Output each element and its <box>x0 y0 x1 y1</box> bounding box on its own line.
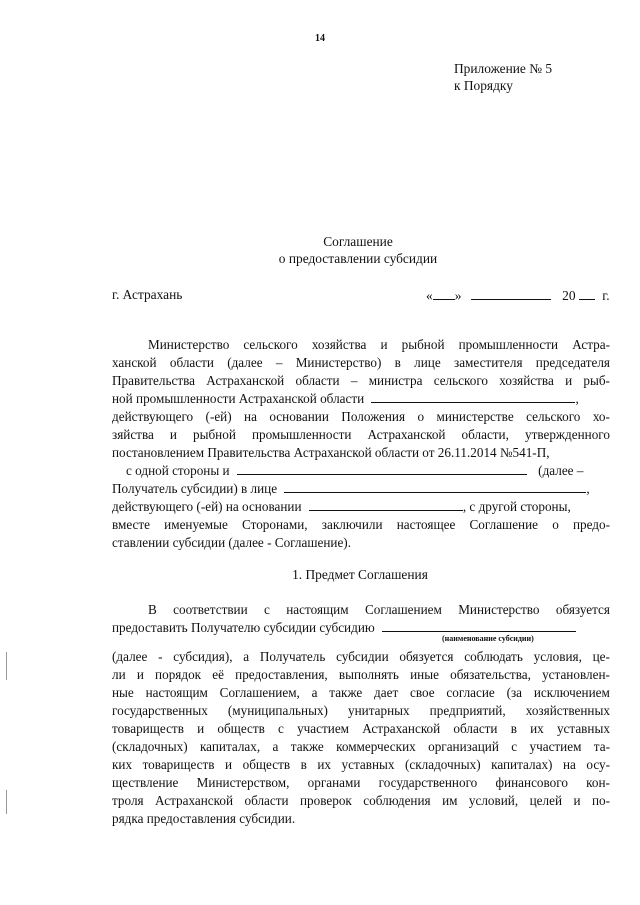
word: их <box>317 757 331 772</box>
word: соблюдения <box>363 793 431 808</box>
word: её <box>212 667 224 682</box>
word: им <box>442 793 458 808</box>
word: сельского <box>243 337 298 352</box>
word: обязуется <box>399 649 454 664</box>
word: Положения <box>341 409 406 424</box>
section1-line-6 <box>112 702 610 720</box>
para1-line-3 <box>112 372 610 390</box>
word: товариществ <box>142 757 215 772</box>
word: целей <box>529 793 563 808</box>
recipient-name-blank <box>237 462 527 475</box>
para1-line-8-end: (далее – <box>538 463 584 478</box>
para1-line-5 <box>112 408 610 426</box>
word: в <box>510 721 517 736</box>
word: капиталах, <box>199 739 261 754</box>
section1-line-8 <box>112 738 610 756</box>
para1-line-8 <box>112 462 610 480</box>
para1-line-10-end: , с другой стороны, <box>462 499 571 514</box>
word: с <box>264 602 270 617</box>
word: капиталах) <box>491 757 553 772</box>
word: унитарных <box>348 703 410 718</box>
word: хозяйственных <box>525 703 610 718</box>
word: на <box>562 757 576 772</box>
word: (складочных) <box>112 739 188 754</box>
word: Министерство <box>148 337 230 352</box>
word: условий, <box>468 793 519 808</box>
word: це- <box>592 649 610 664</box>
word: Министерство <box>458 602 540 617</box>
section1-line-2 <box>112 619 610 637</box>
word: (складочных) <box>405 757 481 772</box>
word: (-ей) <box>205 409 232 424</box>
date-open-quote: « <box>426 288 433 303</box>
word: в <box>394 355 401 370</box>
word: действующего <box>112 409 194 424</box>
word: Астраханской <box>367 427 446 442</box>
official-name-blank <box>371 390 575 403</box>
word: субсидии <box>336 649 389 664</box>
month-blank <box>471 287 551 300</box>
appendix-reference: к Порядку <box>454 78 513 93</box>
section1-line-2-text: предоставить Получателю субсидии субсидию <box>112 620 375 635</box>
word: товариществ <box>112 721 184 736</box>
word: Астра- <box>572 337 610 352</box>
word: свое <box>410 685 435 700</box>
word: о <box>552 517 559 532</box>
subsidy-name-caption: (наименование субсидии) <box>442 634 534 643</box>
word: соблюдать <box>464 649 523 664</box>
section1-line-12: рядка предоставления субсидии. <box>112 811 296 826</box>
word: настоящим <box>286 602 349 617</box>
subsidy-name-blank <box>382 619 576 632</box>
place-of-signing: г. Астрахань <box>112 287 183 302</box>
scan-margin-mark <box>6 652 7 680</box>
word: Министерство) <box>295 355 382 370</box>
para1-line-9-text: Получатель субсидии) в лице <box>112 481 278 496</box>
word: исключением <box>533 685 610 700</box>
word: области <box>244 793 289 808</box>
word: предо- <box>572 517 610 532</box>
word: их <box>530 721 544 736</box>
word: иные <box>410 667 439 682</box>
scan-margin-mark <box>6 790 7 814</box>
word: уставных <box>341 757 395 772</box>
section1-line-5 <box>112 684 610 702</box>
word: и <box>225 757 233 772</box>
word: заместителя <box>453 355 523 370</box>
word: председателя <box>535 355 610 370</box>
para1-line-11 <box>112 516 610 534</box>
document-subtitle: о предоставлении субсидии <box>278 251 438 266</box>
word: основании <box>269 409 329 424</box>
word: и <box>565 373 573 388</box>
word: хо- <box>592 409 610 424</box>
recipient-basis-blank <box>309 498 463 511</box>
word: и <box>197 721 205 736</box>
word: (далее <box>112 649 148 664</box>
para1-line-1 <box>112 336 610 354</box>
word: и <box>380 337 388 352</box>
word: заключили <box>321 517 383 532</box>
word: ли <box>112 667 126 682</box>
word: сельского <box>433 373 489 388</box>
word: вместе <box>112 517 150 532</box>
section1-line-11 <box>112 792 610 810</box>
word: Соглашением, <box>219 685 300 700</box>
word: В <box>148 602 157 617</box>
word: дает <box>374 685 399 700</box>
para1-line-4-comma: , <box>575 391 579 406</box>
word: установлен- <box>542 667 610 682</box>
word: Астраханской <box>362 721 441 736</box>
word: рыбной <box>401 337 445 352</box>
para1-line-8-text: с одной стороны и <box>126 463 230 478</box>
word: троля <box>112 793 144 808</box>
word: а <box>311 685 318 700</box>
word: Соглашением <box>364 602 442 617</box>
word: Министерством, <box>196 775 290 790</box>
day-blank <box>433 287 455 300</box>
year-suffix: г. <box>602 288 610 303</box>
para1-line-9 <box>112 480 610 498</box>
word: рыб- <box>583 373 610 388</box>
para1-line-9-comma: , <box>586 481 590 496</box>
section-heading: 1. Предмет Соглашения <box>292 567 428 582</box>
word: рыбной <box>193 427 236 442</box>
section1-line-3 <box>112 648 610 666</box>
word: области <box>169 355 214 370</box>
para1-line-2 <box>112 354 610 372</box>
word: ких <box>112 757 133 772</box>
para1-line-4 <box>112 390 610 408</box>
date-line <box>426 287 610 304</box>
word: согласие <box>446 685 495 700</box>
recipient-representative-blank <box>284 480 586 493</box>
word: Астраханской <box>206 373 285 388</box>
word: обществ <box>217 721 265 736</box>
section1-line-9 <box>112 756 610 774</box>
word: утвержденного <box>524 427 610 442</box>
word: предоставления, <box>235 667 328 682</box>
word: ханской <box>112 355 157 370</box>
word: уставных <box>556 721 610 736</box>
word: участием <box>529 739 582 754</box>
word: также <box>290 739 324 754</box>
word: министерстве <box>436 409 514 424</box>
word: в <box>300 757 307 772</box>
word: та- <box>593 739 610 754</box>
section1-line-10 <box>112 774 610 792</box>
word: ные <box>112 685 134 700</box>
word: хозяйства <box>499 373 554 388</box>
word: – <box>275 355 283 370</box>
word: Получатель <box>259 649 326 664</box>
word: Астраханской <box>155 793 234 808</box>
word: именуемые <box>164 517 228 532</box>
word: - <box>158 649 163 664</box>
word: Соглашение <box>469 517 539 532</box>
word: и <box>169 427 177 442</box>
word: участием <box>297 721 350 736</box>
word: выполнять <box>338 667 399 682</box>
word: финансового <box>495 775 568 790</box>
word: органами <box>307 775 361 790</box>
word: с <box>511 739 518 754</box>
word: обязательства, <box>450 667 531 682</box>
word: по- <box>591 793 610 808</box>
para1-line-6 <box>112 426 610 444</box>
word: настоящим <box>145 685 208 700</box>
word: государственного <box>378 775 478 790</box>
word: осу- <box>586 757 610 772</box>
section1-line-1 <box>112 601 610 619</box>
word: хозяйства <box>311 337 367 352</box>
word: проверок <box>300 793 352 808</box>
appendix-number: Приложение № 5 <box>454 61 553 76</box>
word: – <box>350 373 358 388</box>
word: области <box>453 721 498 736</box>
word: субсидия), <box>173 649 233 664</box>
word: а <box>272 739 279 754</box>
word: (за <box>506 685 523 700</box>
word: с <box>278 721 284 736</box>
word: соответствии <box>173 602 248 617</box>
year-prefix: 20 <box>562 288 576 303</box>
word: о <box>417 409 425 424</box>
word: и <box>136 667 144 682</box>
word: области, <box>461 427 509 442</box>
word: области <box>295 373 340 388</box>
document-title: Соглашение <box>323 234 393 249</box>
para1-line-12: ставлении субсидии (далее - Соглашение). <box>112 535 351 550</box>
word: настоящее <box>396 517 456 532</box>
word: министра <box>368 373 423 388</box>
word: лице <box>414 355 441 370</box>
section1-line-7 <box>112 720 610 738</box>
word: промышленности <box>458 337 559 352</box>
word: организаций <box>428 739 499 754</box>
para1-line-10-text: действующего (-ей) на основании <box>112 499 302 514</box>
word: на <box>244 409 257 424</box>
para1-line-7: постановлением Правительства Астраханской области от 26.11.2014 №541-П, <box>112 445 550 460</box>
word: также <box>329 685 363 700</box>
word: (далее <box>227 355 263 370</box>
word: государственных <box>112 703 208 718</box>
word: сельского <box>526 409 581 424</box>
year-blank <box>579 287 595 300</box>
date-close-quote: » <box>454 288 462 303</box>
word: порядок <box>155 667 202 682</box>
word: условия, <box>533 649 582 664</box>
word: обязуется <box>555 602 610 617</box>
word: обществ <box>242 757 291 772</box>
word: Сторонами, <box>242 517 308 532</box>
word: зяйства <box>112 427 154 442</box>
word: Правительства <box>112 373 195 388</box>
word: а <box>243 649 250 664</box>
word: предприятий, <box>429 703 506 718</box>
page-number: 14 <box>315 33 325 44</box>
para1-line-4-text: ной промышленности Астраханской области <box>112 391 365 406</box>
section1-line-4 <box>112 666 610 684</box>
word: и <box>573 793 581 808</box>
word: ществление <box>112 775 179 790</box>
word: промышленности <box>251 427 352 442</box>
word: (муниципальных) <box>227 703 328 718</box>
para1-line-10 <box>112 498 610 516</box>
word: кон- <box>586 775 610 790</box>
word: коммерческих <box>336 739 416 754</box>
